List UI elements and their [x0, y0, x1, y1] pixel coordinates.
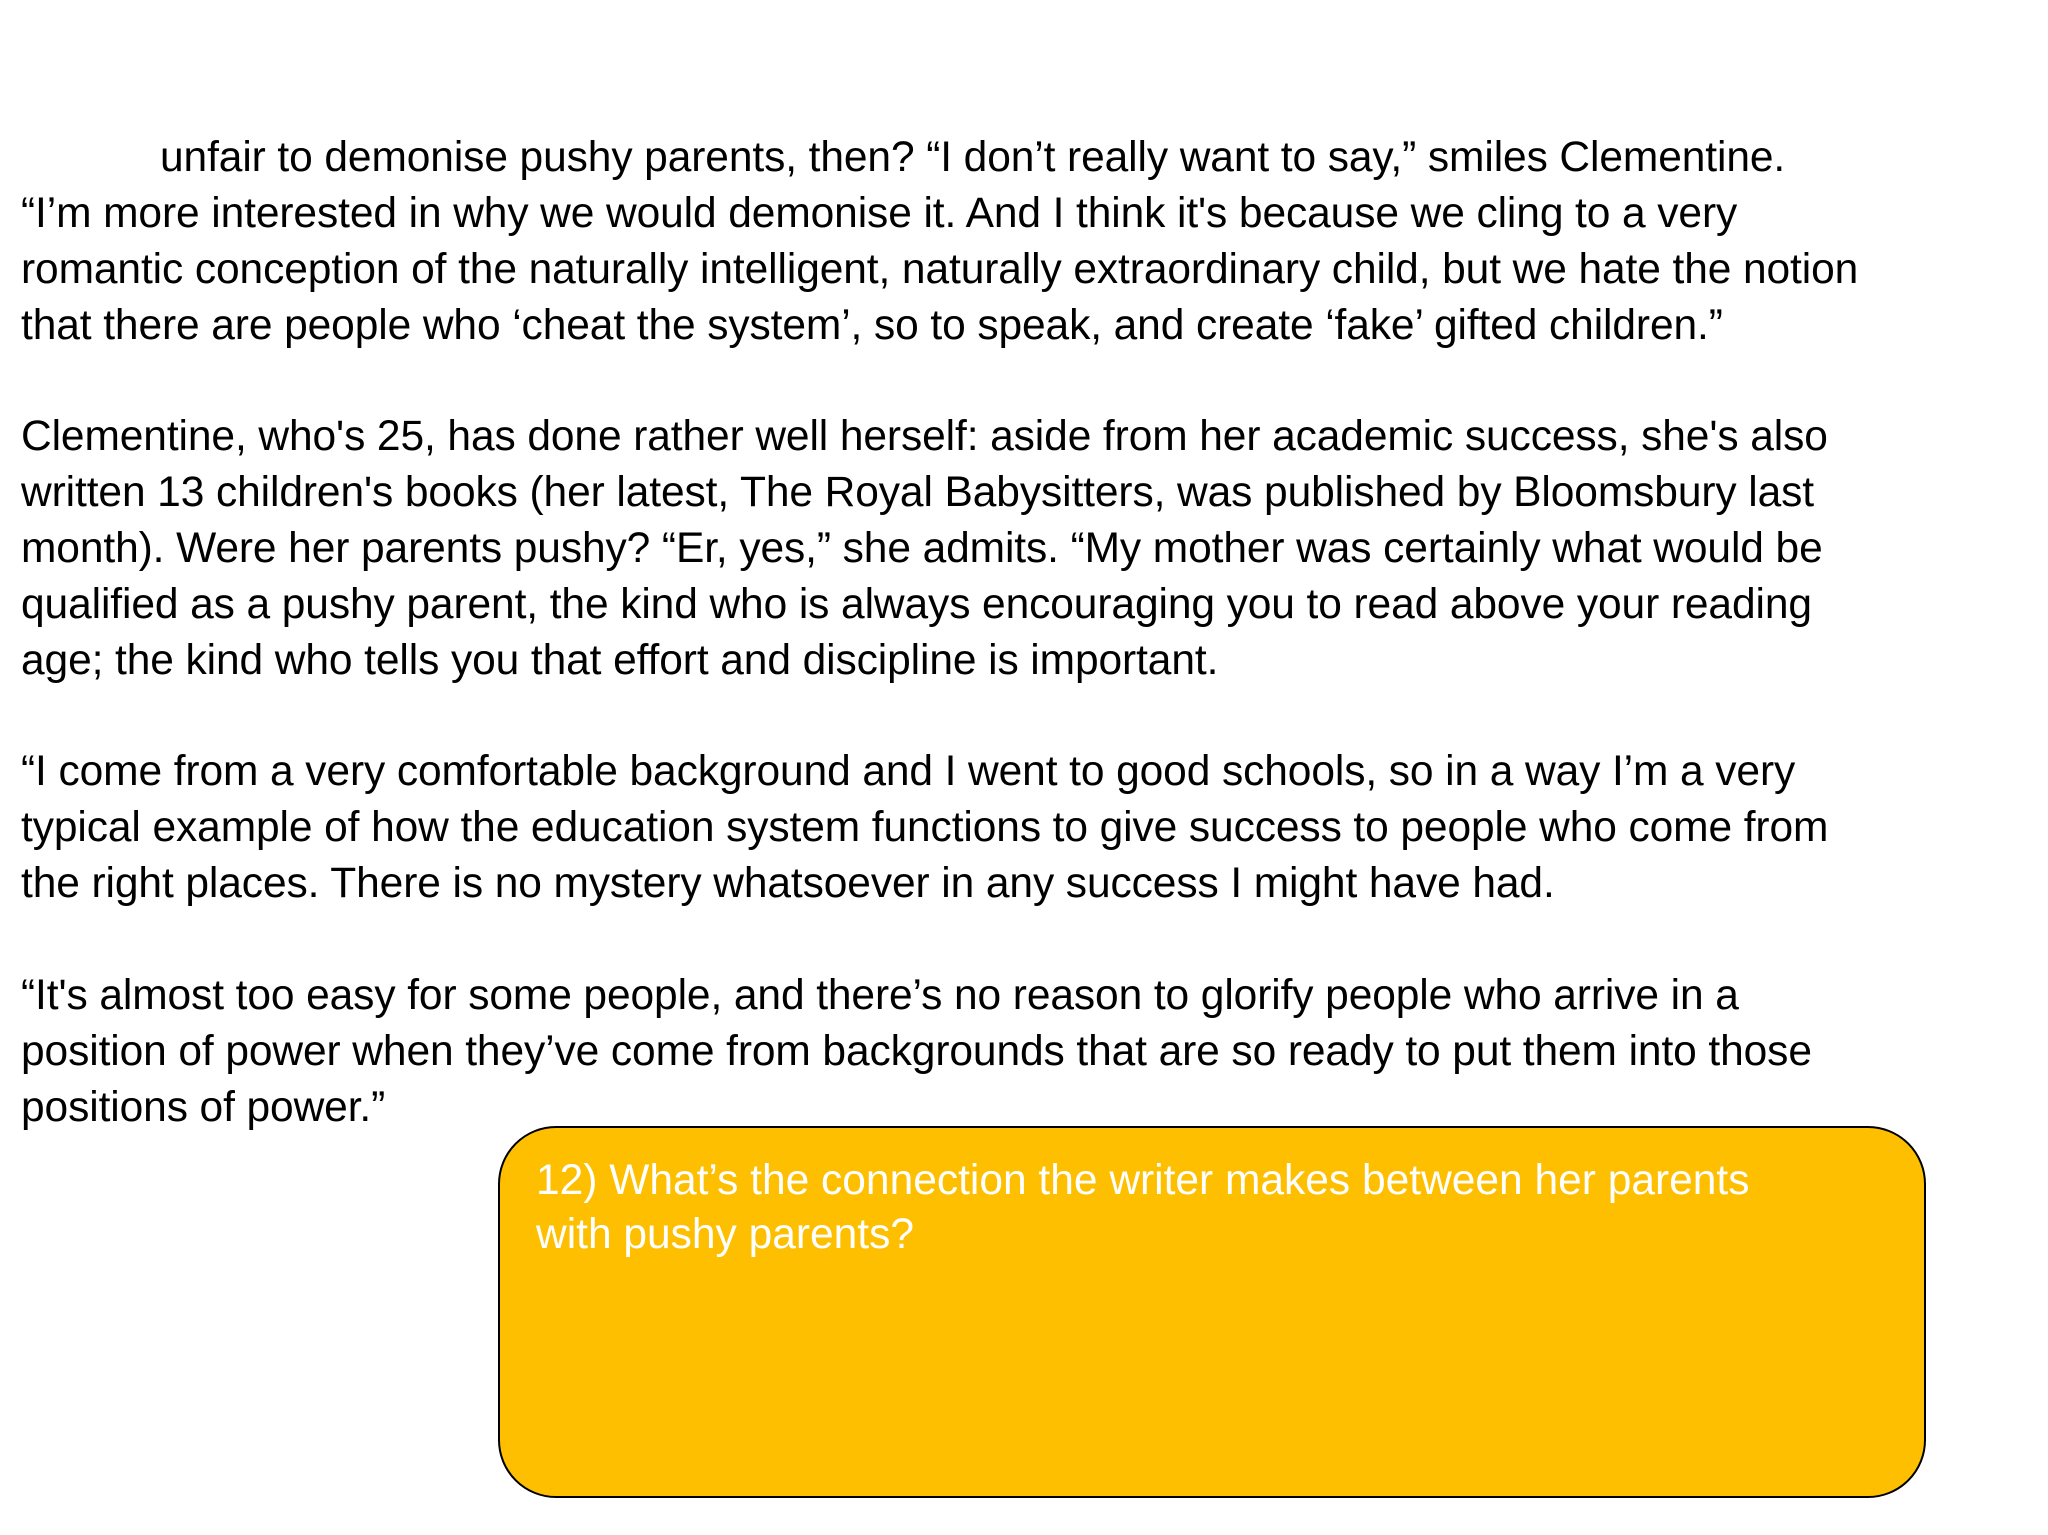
- text-line: romantic conception of the naturally intelligent, naturally extraordinary child, but we hate the notion: [21, 246, 1859, 293]
- text-line: Clementine, who's 25, has done rather well herself: aside from her academic success, she's also: [21, 413, 1828, 460]
- text-line: month). Were her parents pushy? “Er, yes,” she admits. “My mother was certainly what would be: [21, 525, 1823, 572]
- text-line: “I come from a very comfortable background and I went to good schools, so in a way I’m a very: [21, 748, 1796, 795]
- text-line: that there are people who ‘cheat the system’, so to speak, and create ‘fake’ gifted children.”: [21, 302, 1723, 349]
- text-line: position of power when they’ve come from backgrounds that are so ready to put them into those: [21, 1028, 1812, 1075]
- question-text-line: 12) What’s the connection the writer makes between her parents: [536, 1157, 1750, 1204]
- text-line: “I’m more interested in why we would demonise it. And I think it's because we cling to a very: [21, 190, 1738, 237]
- text-line: the right places. There is no mystery whatsoever in any success I might have had.: [21, 860, 1555, 907]
- text-line: positions of power.”: [21, 1084, 386, 1131]
- text-line: written 13 children's books (her latest, The Royal Babysitters, was published by Bloomsbury last: [21, 469, 1815, 516]
- text-line: age; the kind who tells you that effort and discipline is important.: [21, 637, 1219, 684]
- text-line: “It's almost too easy for some people, and there’s no reason to glorify people who arrive in a: [21, 972, 1739, 1019]
- text-line: typical example of how the education system functions to give success to people who come from: [21, 804, 1829, 851]
- question-text-line: with pushy parents?: [536, 1211, 914, 1258]
- text-line: qualified as a pushy parent, the kind who is always encouraging you to read above your reading: [21, 581, 1812, 628]
- text-line: unfair to demonise pushy parents, then? “I don’t really want to say,” smiles Clementine.: [160, 134, 1786, 181]
